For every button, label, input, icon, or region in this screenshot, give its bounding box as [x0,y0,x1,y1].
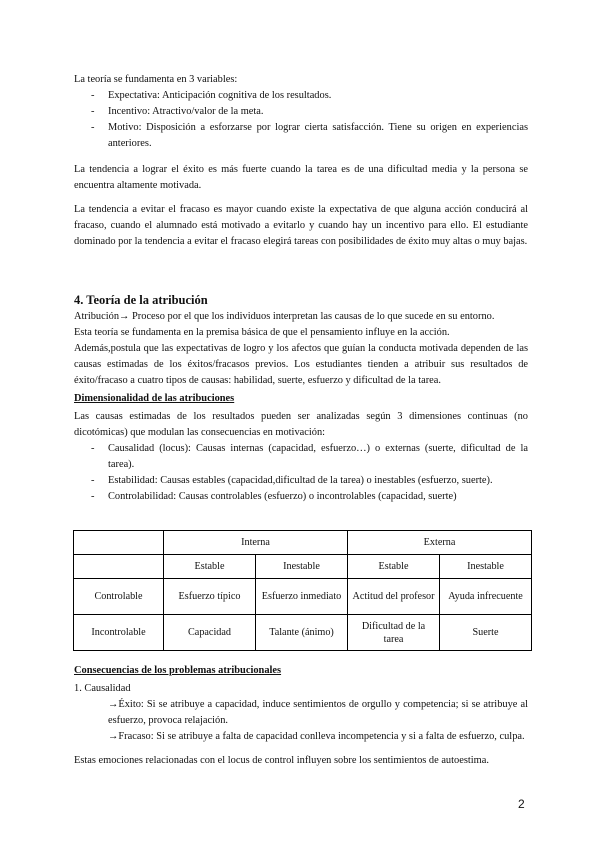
table-cell: Ayuda infrecuente [440,579,532,615]
bullet-marker: - [91,122,95,133]
table-row-label: Incontrolable [74,615,164,651]
bullet-marker: - [91,90,95,101]
table-cell: Esfuerzo típico [164,579,256,615]
table-empty-cell [74,555,164,579]
attribution-table [73,530,532,651]
table-subheader: Inestable [440,555,532,579]
section-heading-atribucion: 4. Teoría de la atribución [74,293,208,307]
table-cell: Capacidad [164,615,256,651]
page-number: 2 [518,797,525,811]
consecuencias-fracaso: →Fracaso: Si se atribuye a falta de capacidad conlleva incompetencia y si a falta de esfuerzo, culpa. [108,731,525,742]
dimension-controlabilidad: Controlabilidad: Causas controlables (esfuerzo) o incontrolables (capacidad, suerte) [108,491,457,502]
bullet-marker: - [91,475,95,486]
dimensionalidad-intro: Las causas estimadas de los resultados pueden ser analizadas según 3 dimensiones continuas (no dicotómicas) que modulan las consecuencias en motivación: [74,411,528,438]
atribucion-definition: Atribución→ Proceso por el que los individuos interpretan las causas de lo que sucede en su entorno. [74,311,495,322]
table-corner-cell [74,531,164,555]
table-cell: Dificultad de la tarea [348,615,440,651]
atribucion-paragraph: Además,postula que las expectativas de logro y los afectos que guían la conducta motivada dependen de las causas estimadas de los éxitos/fracasos previos. Los estudiantes tienden a atribuir sus resultados de éxito/fracaso a cuatro tipos de causas: habilidad, suerte, esfuerzo y dificultad de la tarea. [74,343,528,386]
dimensionalidad-heading: Dimensionalidad de las atribuciones [74,393,235,404]
intro-bullet-expectativa: Expectativa: Anticipación cognitiva de los resultados. [108,90,332,101]
table-subheader-row [74,555,532,579]
paragraph-exito: La tendencia a lograr el éxito es más fuerte cuando la tarea es de una dificultad media y la persona se encuentra altamente motivada. [74,164,528,191]
bullet-marker: - [91,491,95,502]
table-row-label: Controlable [74,579,164,615]
paragraph-fracaso: La tendencia a evitar el fracaso es mayor cuando existe la expectativa de que alguna acción conducirá al fracaso, cuando el alumnado está motivado a evitarlo y cuando hay un incentivo para ello. El estudiante dominado por la tendencia a evitar el fracaso elegirá tareas con posibilidades de éxito muy altas o muy bajas. [74,204,528,247]
atribucion-premise: Esta teoría se fundamenta en la premisa básica de que el pensamiento influye en la acción. [74,327,450,338]
table-subheader: Estable [348,555,440,579]
intro-bullet-motivo: Motivo: Disposición a esforzarse por lograr cierta satisfacción. Tiene su origen en experiencias anteriores. [108,122,528,149]
table-subheader: Inestable [256,555,348,579]
table-row [74,615,532,651]
table-subheader: Estable [164,555,256,579]
table-group-externa: Externa [348,531,532,555]
dimension-estabilidad: Estabilidad: Causas estables (capacidad,dificultad de la tarea) o inestables (esfuerzo, suerte). [108,475,493,486]
consecuencias-closing: Estas emociones relacionadas con el locus de control influyen sobre los sentimientos de autoestima. [74,755,489,766]
table-cell: Esfuerzo inmediato [256,579,348,615]
table-cell: Suerte [440,615,532,651]
consecuencias-heading: Consecuencias de los problemas atribucionales [74,665,282,676]
bullet-marker: - [91,443,95,454]
table-group-interna: Interna [164,531,348,555]
table-cell: Talante (ánimo) [256,615,348,651]
consecuencias-item-causalidad: 1. Causalidad [74,683,131,694]
table-header-row [74,531,532,555]
intro-bullet-incentivo: Incentivo: Atractivo/valor de la meta. [108,106,264,117]
intro-lead: La teoría se fundamenta en 3 variables: [74,74,238,85]
bullet-marker: - [91,106,95,117]
consecuencias-exito: →Éxito: Si se atribuye a capacidad, induce sentimientos de orgullo y competencia; si se atribuye al esfuerzo, provoca relajación. [108,699,528,726]
dimension-causalidad: Causalidad (locus): Causas internas (capacidad, esfuerzo…) o externas (suerte, dificultad de la tarea). [108,443,528,470]
table-row [74,579,532,615]
table-cell: Actitud del profesor [348,579,440,615]
